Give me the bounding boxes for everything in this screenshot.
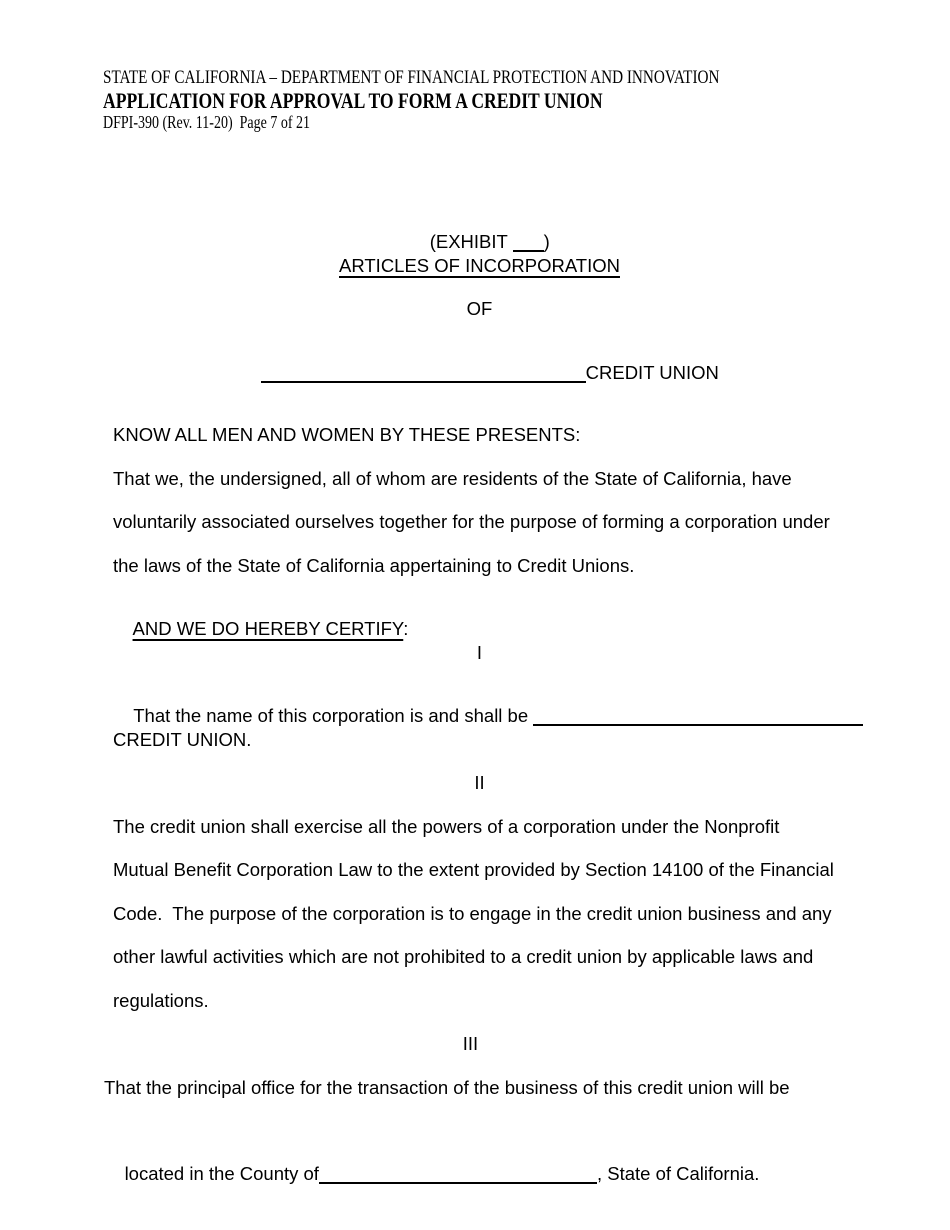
article-2-line-2: Mutual Benefit Corporation Law to the extent provided by Section 14100 of the Financial (113, 859, 834, 880)
county-line-suffix: , State of California. (596, 1163, 760, 1184)
articles-heading: ARTICLES OF INCORPORATION (339, 255, 620, 276)
preamble-line-3: the laws of the State of California appertaining to Credit Unions. (113, 555, 635, 576)
county-name-blank (319, 1180, 597, 1184)
exhibit-prefix: (EXHIBIT (429, 231, 513, 252)
article-3-county-line (104, 1144, 759, 1204)
presents-heading: KNOW ALL MEN AND WOMEN BY THESE PRESENTS: (113, 424, 581, 445)
article-2-line-5: regulations. (113, 990, 209, 1011)
credit-union-label: CREDIT UNION (585, 362, 719, 383)
certify-heading: AND WE DO HEREBY CERTIFY (132, 618, 404, 639)
article-1-numeral: I (476, 642, 483, 663)
credit-union-name-blank (261, 379, 586, 383)
of-label: OF (466, 298, 493, 319)
county-line-prefix: located in the County of (124, 1163, 319, 1184)
article-2-line-1: The credit union shall exercise all the powers of a corporation under the Nonprofit (113, 816, 780, 837)
certify-punctuation: : (403, 618, 409, 639)
article-2-line-4: other lawful activities which are not prohibited to a credit union by applicable laws and (113, 946, 814, 967)
credit-union-name-line (113, 343, 846, 403)
preamble-line-1: That we, the undersigned, all of whom are residents of the State of California, have (113, 468, 792, 489)
article-2-line-3: Code. The purpose of the corporation is to engage in the credit union business and any (113, 903, 832, 924)
article-3-numeral: III (462, 1033, 479, 1054)
article-2-numeral: II (474, 772, 485, 793)
header-form-title: APPLICATION FOR APPROVAL TO FORM A CREDIT UNION (103, 88, 603, 113)
article-3-line-1: That the principal office for the transaction of the business of this credit union will be (104, 1077, 790, 1098)
exhibit-suffix: ) (543, 231, 550, 252)
document-header (103, 66, 874, 132)
header-agency-line: STATE OF CALIFORNIA – DEPARTMENT OF FINANCIAL PROTECTION AND INNOVATION (103, 67, 720, 88)
exhibit-number-blank (513, 248, 544, 252)
corporation-name-blank (533, 722, 863, 726)
header-form-number: DFPI-390 (Rev. 11-20) Page 7 of 21 (103, 112, 310, 132)
article-1-name-prefix: That the name of this corporation is and shall be (133, 705, 534, 726)
preamble-line-2: voluntarily associated ourselves together for the purpose of forming a corporation under (113, 511, 830, 532)
article-1-name-continuation: CREDIT UNION. (113, 729, 252, 750)
